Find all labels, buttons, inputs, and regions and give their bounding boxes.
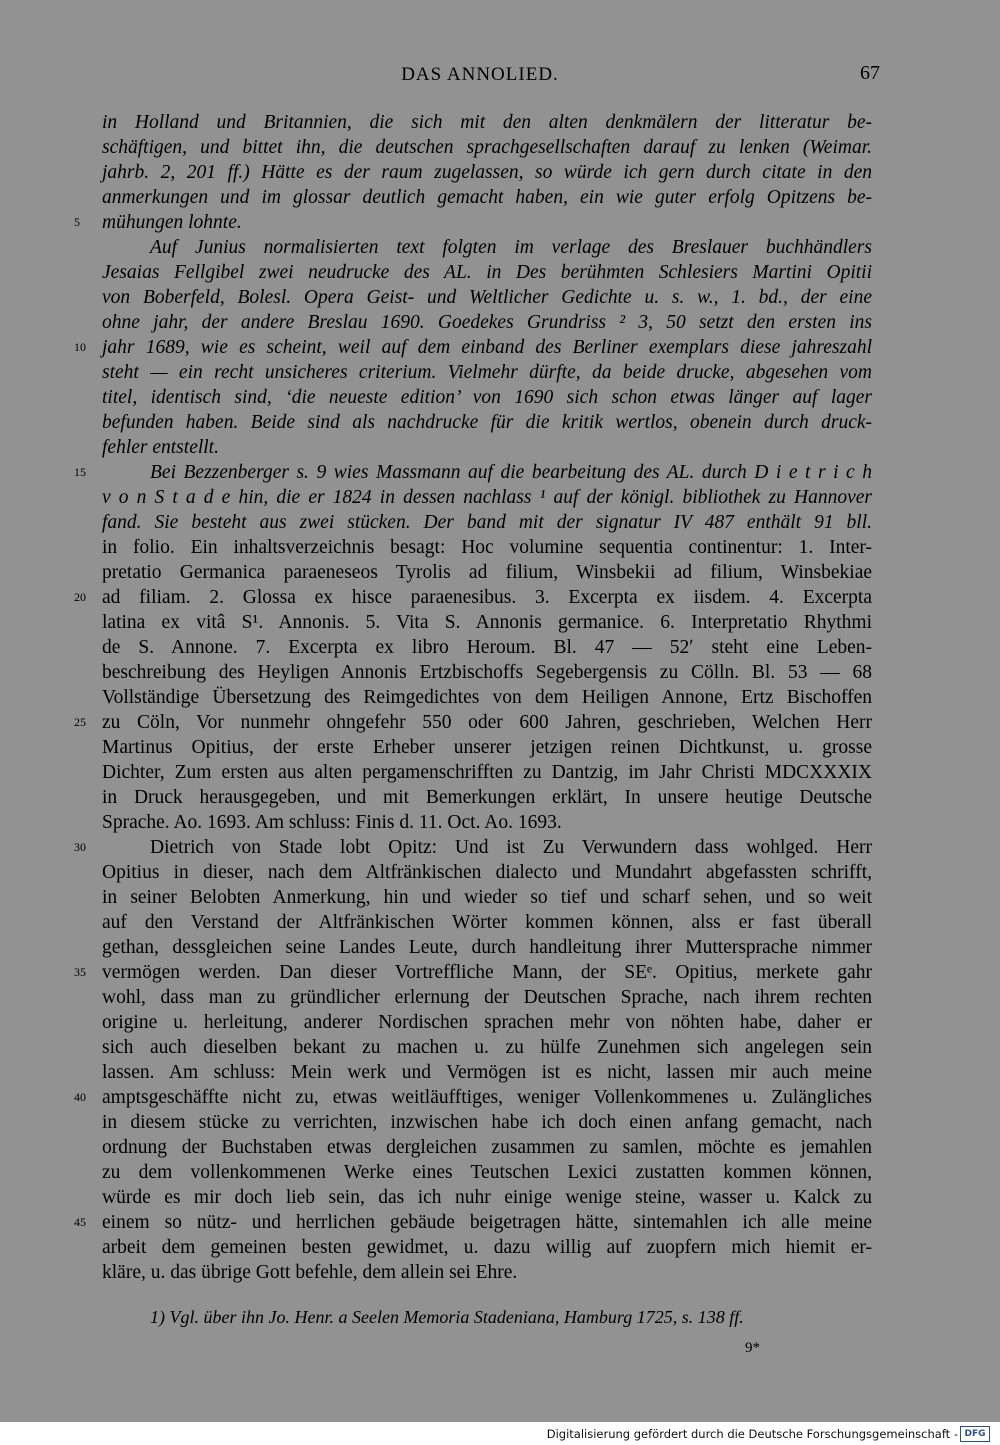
text-line: mühungen lohnte. [102, 212, 242, 233]
credit-text: Digitalisierung gefördert durch die Deutsche Forschungsgemeinschaft - [546, 1427, 958, 1441]
text-line: in Holland und Britannien, die sich mit den alten denkmälern der litteratur be- [102, 112, 872, 133]
line-number: 35 [74, 965, 86, 979]
text-line: Dichter, Zum ersten aus alten pergamenschrifften zu Dantzig, im Jahr Christi MDCXXXIX [102, 762, 872, 783]
text-line: kläre, u. das übrige Gott befehle, dem allein sei Ehre. [102, 1262, 518, 1283]
running-header [0, 60, 1000, 90]
line-number: 20 [74, 590, 86, 604]
text-line: anmerkungen und im glossar deutlich gemacht haben, ein wie guter erfolg Opitzens be- [102, 187, 872, 208]
text-line: beschreibung des Heyligen Annonis Ertzbischoffs Segebergensis zu Cölln. Bl. 53 — 68 [102, 662, 872, 683]
text-line: zu Cöln, Vor nunmehr ohngefehr 550 oder 600 Jahren, geschrieben, Welchen Herr [102, 712, 872, 733]
line-number: 10 [74, 340, 86, 354]
text-line: ad filiam. 2. Glossa ex hisce paraenesibus. 3. Excerpta ex iisdem. 4. Excerpta [102, 587, 872, 608]
text-line: titel, identisch sind, ‘die neueste edition’ von 1690 sich schon etwas länger auf lager [102, 387, 872, 408]
text-line: Sprache. Ao. 1693. Am schluss: Finis d. 11. Oct. Ao. 1693. [102, 812, 562, 833]
line-number: 40 [74, 1090, 86, 1104]
text-line: ordnung der Buchstaben etwas dergleichen zusammen zu samlen, möchte es jemahlen [102, 1137, 872, 1158]
text-line: befunden haben. Beide sind als nachdrucke für die kritik wertlos, obenein durch druck- [102, 412, 872, 433]
text-line: pretatio Germanica paraeneseos Tyrolis ad filium, Winsbekii ad filium, Winsbekiae [102, 562, 872, 583]
text-line: gethan, dessgleichen seine Landes Leute, durch handleitung ihrer Muttersprache nimmer [102, 937, 872, 958]
text-line: einem so nütz- und herrlichen gebäude beigetragen hätte, sintemahlen ich alle meine [102, 1212, 872, 1233]
line-number: 30 [74, 840, 86, 854]
text-line: amptsgeschäffte nicht zu, etwas weitläufftiges, weniger Vollenkommenes u. Zulängliches [102, 1087, 872, 1108]
text-line: v o n S t a d e hin, die er 1824 in dessen nachlass ¹ auf der königl. bibliothek zu Hannover [102, 487, 872, 508]
digitization-credit-bar [0, 1422, 1000, 1445]
text-line: Bei Bezzenberger s. 9 wies Massmann auf die bearbeitung des AL. durch D i e t r i c h [150, 462, 872, 483]
line-number: 15 [74, 465, 86, 479]
text-line: wohl, dass man zu gründlicher erlernung der Deutschen Sprache, nach ihrem rechten [102, 987, 872, 1008]
dfg-logo: DFG [960, 1426, 990, 1442]
text-line: jahrb. 2, 201 ff.) Hätte es der raum zugelassen, so würde ich gern durch citate in den [102, 162, 872, 183]
signature-mark: 9* [745, 1340, 760, 1356]
line-number: 25 [74, 715, 86, 729]
text-line: in folio. Ein inhaltsverzeichnis besagt: Hoc volumine sequentia continentur: 1. Inter- [102, 537, 872, 558]
text-line: Auf Junius normalisierten text folgten im verlage des Breslauer buchhändlers [150, 237, 872, 258]
text-line: steht — ein recht unsicheres criterium. Vielmehr dürfte, da beide drucke, abgesehen vom [102, 362, 872, 383]
text-line: vermögen werden. Dan dieser Vortreffliche Mann, der SEᵉ. Opitius, merkete gahr [102, 962, 872, 983]
text-line: würde es mir doch lieb sein, das ich nuhr einige wenige steine, wasser u. Kalck zu [102, 1187, 872, 1208]
line-number: 5 [74, 215, 80, 229]
text-line: in seiner Belobten Anmerkung, hin und wieder so tief und scharf sehen, und so weit [102, 887, 872, 908]
text-line: Opitius in dieser, nach dem Altfränkischen dialecto und Mundahrt abgefassten schrifft, [102, 862, 872, 883]
text-line: schäftigen, und bittet ihn, die deutschen sprachgesellschaften darauf zu lenken (Weimar. [102, 137, 872, 158]
page-number: 67 [860, 62, 880, 84]
text-line: in diesem stücke zu verrichten, inzwischen habe ich doch einen anfang gemacht, nach [102, 1112, 872, 1133]
text-line: Martinus Opitius, der erste Erheber unserer jetzigen reinen Dichtkunst, u. grosse [102, 737, 872, 758]
footnote: 1) Vgl. über ihn Jo. Henr. a Seelen Memoria Stadeniana, Hamburg 1725, s. 138 ff. [150, 1307, 744, 1327]
text-line: ohne jahr, der andere Breslau 1690. Goedekes Grundriss ² 3, 50 setzt den ersten ins [102, 312, 872, 333]
text-line: de S. Annone. 7. Excerpta ex libro Heroum. Bl. 47 — 52ʹ steht eine Leben- [102, 637, 872, 658]
text-line: von Boberfeld, Bolesl. Opera Geist- und Weltlicher Gedichte u. s. w., 1. bd., der eine [102, 287, 872, 308]
text-line: Jesaias Fellgibel zwei neudrucke des AL. in Des berühmten Schlesiers Martini Opitii [102, 262, 872, 283]
text-line: jahr 1689, wie es scheint, weil auf dem einband des Berliner exemplars diese jahreszahl [102, 337, 872, 358]
text-line: Dietrich von Stade lobt Opitz: Und ist Zu Verwundern dass wohlged. Herr [150, 837, 872, 858]
text-line: sich auch dieselben bekant zu machen u. zu hülfe Zunehmen sich angelegen sein [102, 1037, 872, 1058]
text-line: lassen. Am schluss: Mein werk und Vermögen ist es nicht, lassen mir auch meine [102, 1062, 872, 1083]
text-line: auf den Verstand der Altfränkischen Wörter kommen können, alss er fast überall [102, 912, 872, 933]
text-line: zu dem vollenkommenen Werke eines Teutschen Lexici zustatten kommen können, [102, 1162, 872, 1183]
text-line: latina ex vitâ S¹. Annonis. 5. Vita S. Annonis germanice. 6. Interpretatio Rhythmi [102, 612, 872, 633]
text-line: in Druck herausgegeben, und mit Bemerkungen erklärt, In unsere heutige Deutsche [102, 787, 872, 808]
text-line: origine u. herleitung, anderer Nordischen sprachen mehr von nöhten habe, daher er [102, 1012, 872, 1033]
text-line: fehler entstellt. [102, 437, 219, 458]
text-line: Vollständige Übersetzung des Reimgedichtes von dem Heiligen Annone, Ertz Bischoffen [102, 687, 872, 708]
line-number: 45 [74, 1215, 86, 1229]
text-line: arbeit dem gemeinen besten gewidmet, u. dazu willig auf zuopfern mich hiemit er- [102, 1237, 872, 1258]
page-header-title: DAS ANNOLIED. [401, 64, 559, 85]
text-line: fand. Sie besteht aus zwei stücken. Der band mit der signatur IV 487 enthält 91 bll. [102, 512, 872, 533]
